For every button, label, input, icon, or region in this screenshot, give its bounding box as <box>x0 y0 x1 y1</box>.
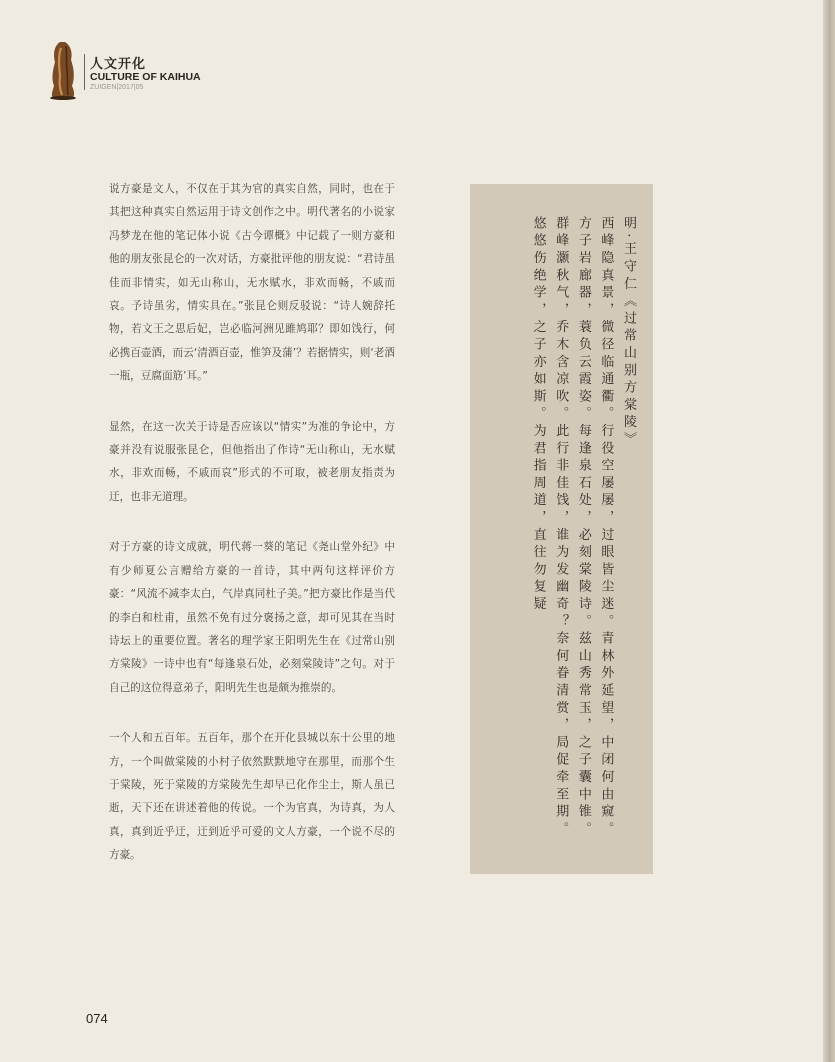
header-divider <box>84 54 85 90</box>
article-paragraph-1: 说方豪是文人，不仅在于其为官的真实自然，同时，也在于其把这种真实自然运用于诗文创作之中。明代著名的小说家冯梦龙在他的笔记体小说《古今谭概》中记载了一则方豪和他的朋友张昆仑的一次对话，方豪批评他的朋友说：“君诗虽佳而非情实，如无山称山，无水赋水，非欢而畅，不戚而哀。予诗虽劣，情实具在。”张昆仑则反驳说：“诗人婉辞托物，若文王之思后妃，岂必临河洲见雎鸠耶？即如饯行，何必携百壶酒，而云‘清酒百壶，惟笋及蒲’？若据情实，则‘老酒一瓶，豆腐面筋’耳。” <box>109 183 395 383</box>
article-paragraph-4: 一个人和五百年。五百年，那个在开化县城以东十公里的地方，一个叫做棠陵的小村子依然默默地守在那里，而那个生于棠陵，死于棠陵的方棠陵先生却早已化作尘土，斯人虽已逝，天下还在讲述着他的传说。一个为官真，为诗真，为人真，真到近乎迂，迂到近乎可爱的文人方豪，一个说不尽的方豪。 <box>109 732 395 862</box>
poem-sidebar <box>470 184 653 874</box>
book-spine-edge <box>823 0 835 1062</box>
poem-title: 明·王守仁《过常山别方棠陵》 <box>621 216 636 450</box>
poem-line-1: 西峰隐真景，微径临通衢。行役空屡屡，过眼皆尘迷。青林外延望，中闭何由窥。 <box>598 216 614 839</box>
article-paragraph-3: 对于方豪的诗文成就，明代蒋一葵的笔记《尧山堂外纪》中有少师夏公言赠给方豪的一首诗，其中两句这样评价方豪：“风流不减李太白，气岸真同杜子美。”把方豪比作是当代的李白和杜甫，虽然不免有过分褒扬之意，却可见其在当时诗坛上的重要位置。著名的理学家王阳明先生在《过常山别方棠陵》一诗中也有“每逢泉石处，必刻棠陵诗”之句。对于自己的这位得意弟子，阳明先生也是颇为推崇的。 <box>109 541 395 694</box>
page-number: 074 <box>86 1011 108 1026</box>
article-paragraph-2: 显然，在这一次关于诗是否应该以“情实”为准的争论中，方豪并没有说服张昆仑，但他指出了作诗“无山称山，无水赋水，非欢而畅，不戚而哀”形式的不可取，被老朋友指责为迂，也非无道理。 <box>109 420 395 503</box>
poem-line-4: 悠悠伤绝学，之子亦如斯。为君指周道，直往勿复疑 <box>530 216 546 614</box>
magazine-title-en: CULTURE OF KAIHUA <box>90 71 201 83</box>
article-body <box>109 178 395 895</box>
poem-line-3: 群峰灏秋气，乔木含凉吹。此行非佳饯，谁为发幽奇？奈何眷清赏，局促牵至期。 <box>553 216 569 839</box>
poem-text <box>526 216 639 856</box>
kaihua-root-carving-logo <box>48 40 78 100</box>
magazine-title-cn: 人文开化 <box>90 57 147 72</box>
issue-label: ZUIGEN|2017|05 <box>90 84 144 91</box>
poem-line-2: 方子岩廊器，蓑负云霞姿。每逢泉石处，必刻棠陵诗。兹山秀常玉，之子囊中锥。 <box>575 216 591 839</box>
